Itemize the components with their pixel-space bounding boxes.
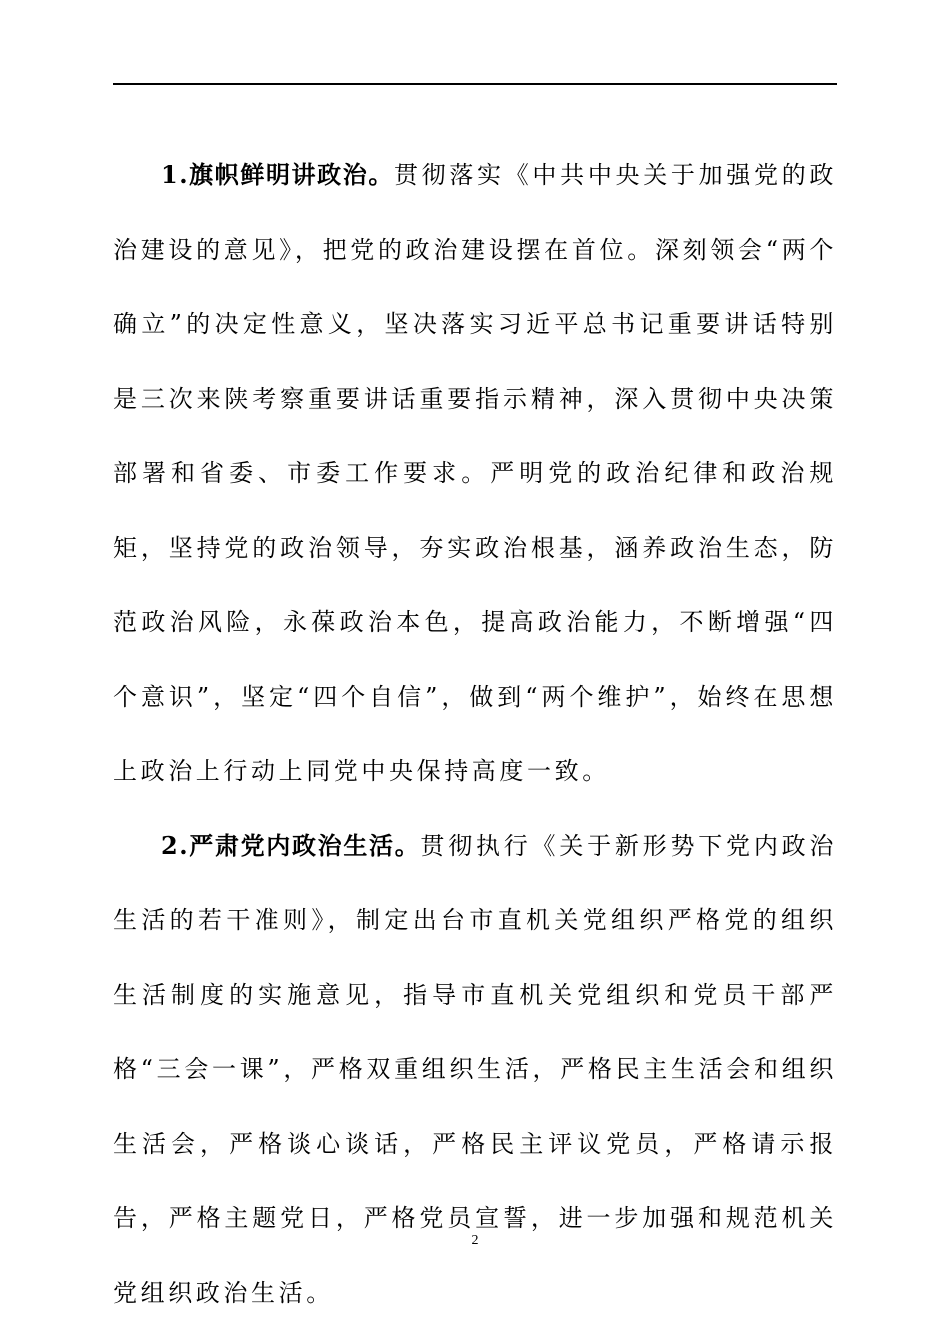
document-body — [113, 138, 837, 1330]
paragraph-2-text: 贯彻执行《关于新形势下党内政治生活的若干准则》，制定出台市直机关党组织严格党的组织生活制度的实施意见，指导市直机关党组织和党员干部严格“三会一课”，严格双重组织生活，严格民主生活会和组织生活会，严格谈心谈话，严格民主评议党员，严格请示报告，严格主题党日，严格党员宣誓，进一步加强和规范机关党组织政治生活。 — [113, 831, 837, 1307]
paragraph-2-heading: 2.严肃党内政治生活。 — [161, 830, 421, 860]
paragraph-1-text: 贯彻落实《中共中央关于加强党的政治建设的意见》，把党的政治建设摆在首位。深刻领会“两个确立”的决定性意义，坚决落实习近平总书记重要讲话特别是三次来陕考察重要讲话重要指示精神，深入贯彻中央决策部署和省委、市委工作要求。严明党的政治纪律和政治规矩，坚持党的政治领导，夯实政治根基，涵养政治生态，防范政治风险，永葆政治本色，提高政治能力，不断增强“四个意识”，坚定“四个自信”，做到“两个维护”，始终在思想上政治上行动上同党中央保持高度一致。 — [113, 161, 837, 785]
paragraph-2 — [113, 809, 837, 1331]
paragraph-1 — [113, 138, 837, 809]
header-rule — [113, 83, 837, 85]
page-number: 2 — [471, 1233, 479, 1248]
paragraph-1-heading: 1.旗帜鲜明讲政治。 — [161, 160, 394, 189]
